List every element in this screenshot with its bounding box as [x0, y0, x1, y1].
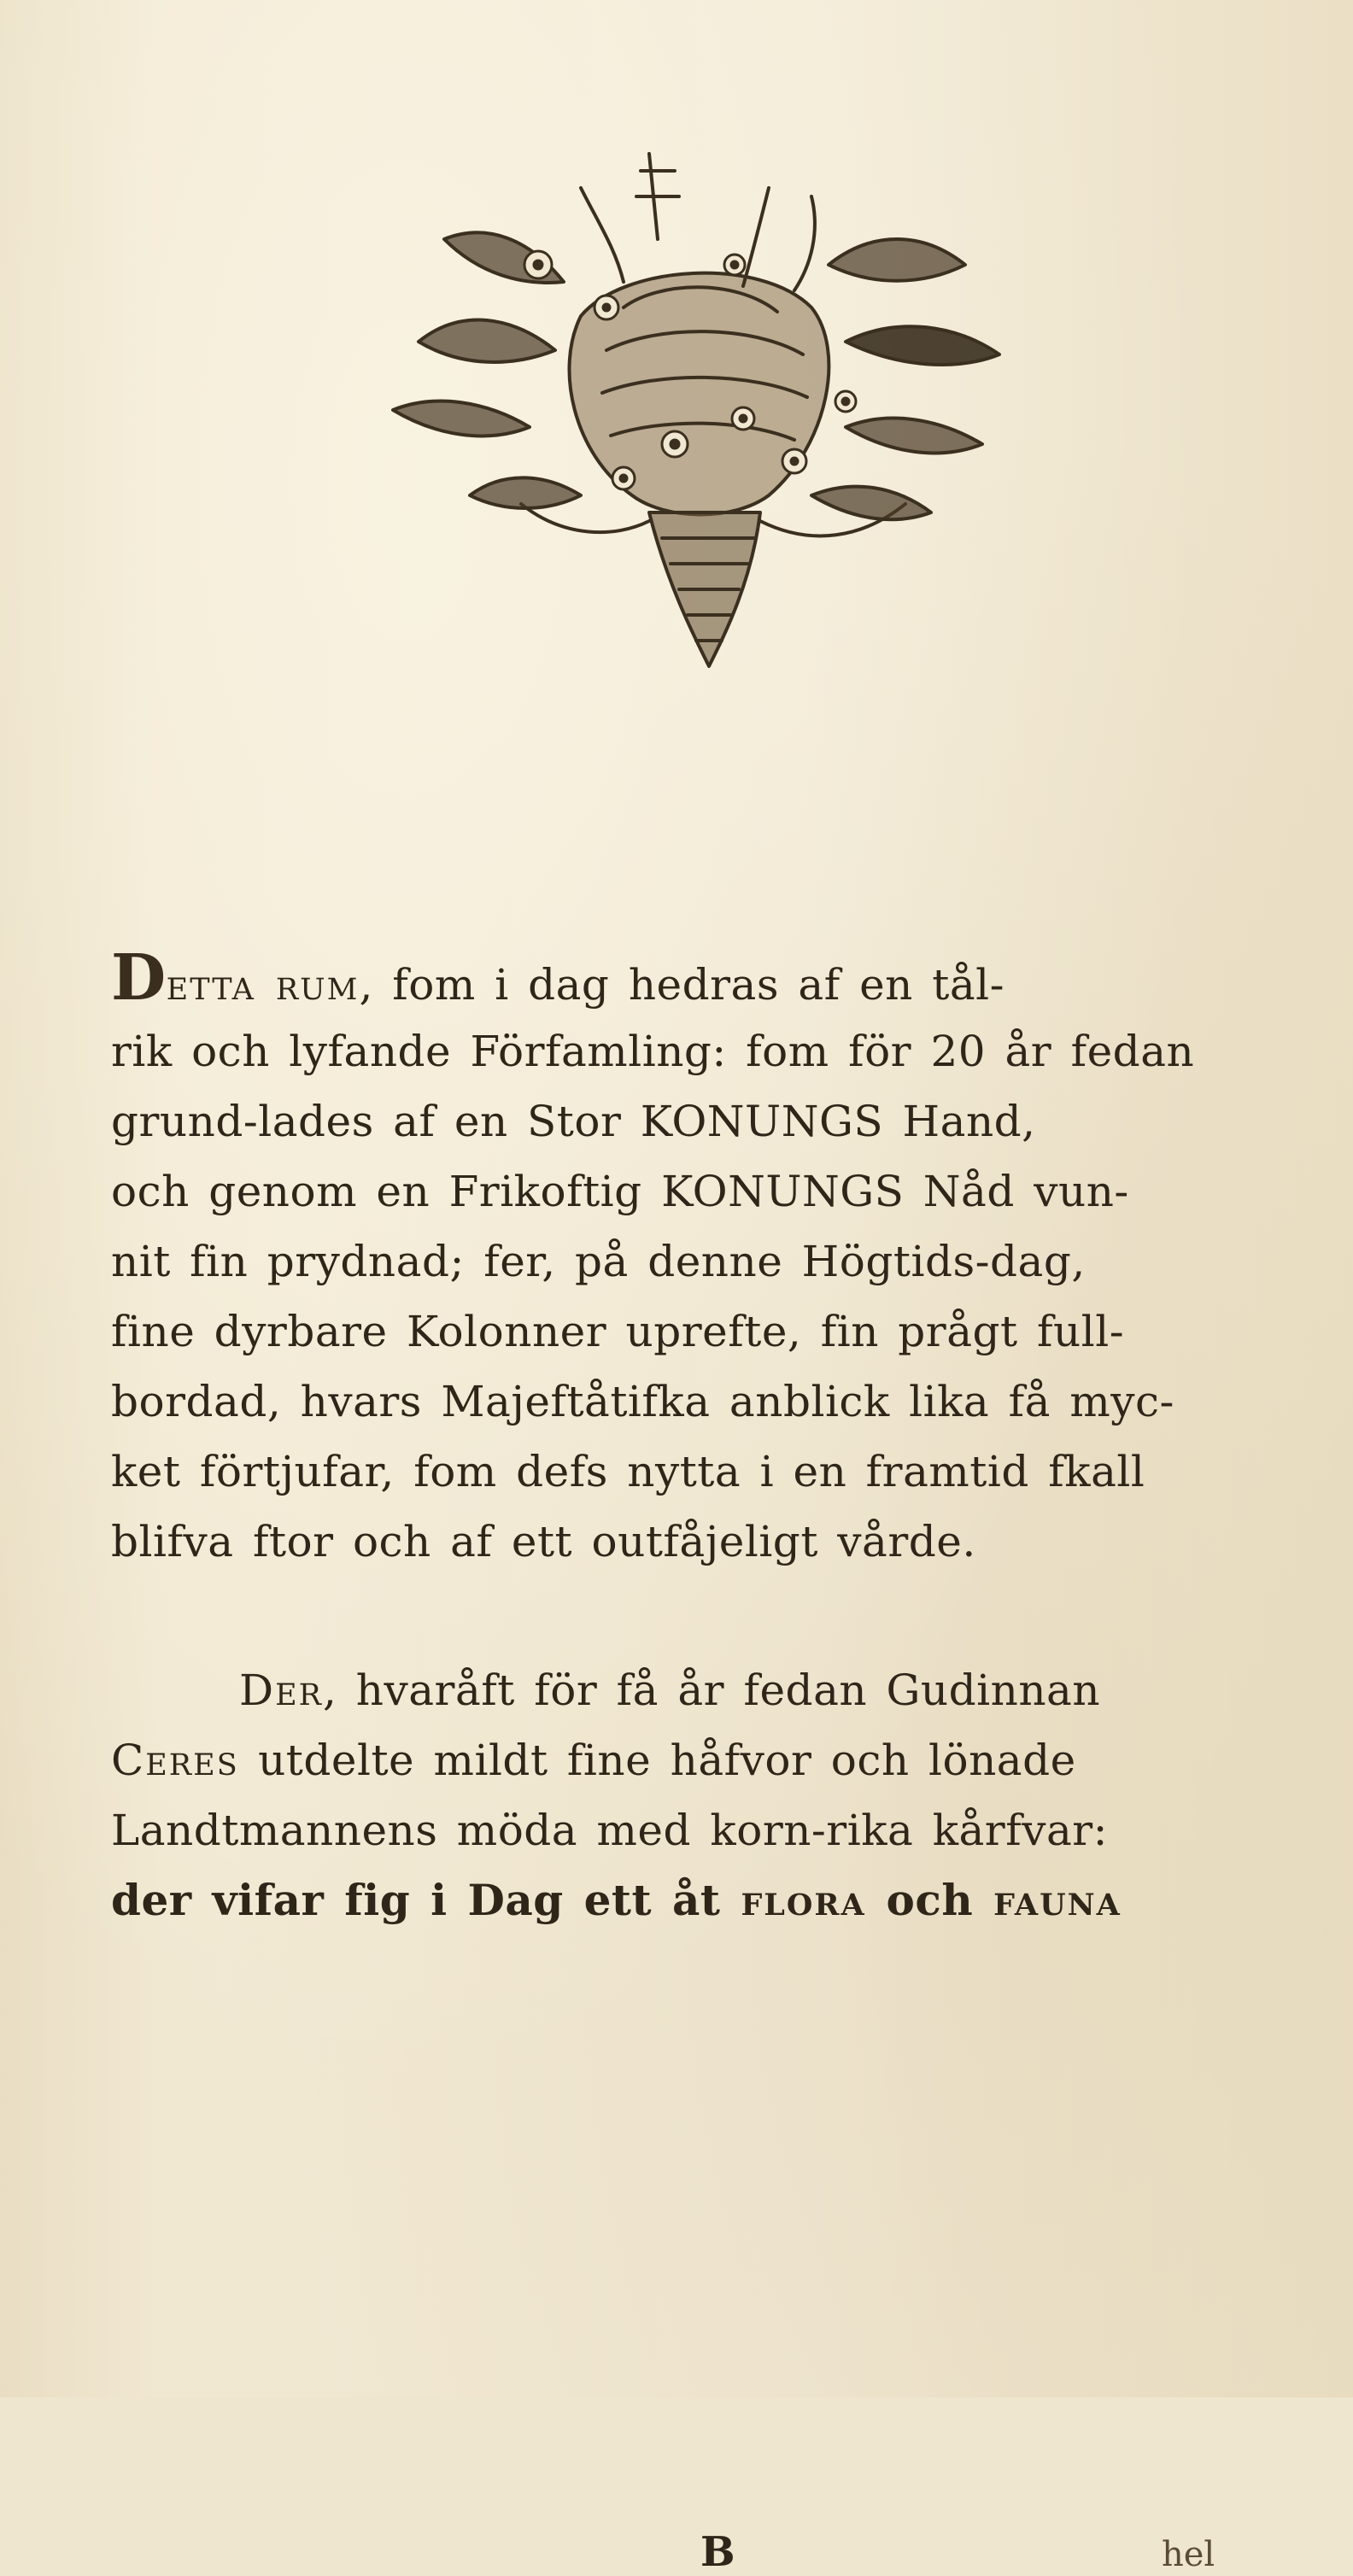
- catchword: hel: [1162, 2535, 1215, 2574]
- line-text: der vifar fig i Dag ett åt: [111, 1875, 741, 1925]
- text-line-1: [111, 941, 1239, 1016]
- fauna-smallcaps: fauna: [993, 1875, 1122, 1925]
- line-text: , hvaråft för få år fedan Gudinnan: [323, 1666, 1101, 1715]
- text-line-13: [111, 1865, 1239, 1935]
- paragraph-gap: [111, 1577, 1239, 1655]
- text-line-4: och genom en Frikoftig KONUNGS Nåd vun-: [111, 1167, 1129, 1216]
- flora-smallcaps: flora: [741, 1875, 866, 1925]
- signature-mark: B: [700, 2528, 735, 2576]
- line-text: och: [865, 1875, 994, 1925]
- text-line-2: rik och lyfande Förfamling: fom för 20 år fedan: [111, 1027, 1195, 1076]
- text-line-6: fine dyrbare Kolonner uprefte, fin prågt full-: [111, 1307, 1125, 1356]
- body-text: [111, 941, 1239, 1935]
- ceres-smallcaps: Ceres: [111, 1736, 239, 1785]
- floral-cornucopia-vignette-icon: [367, 137, 1016, 717]
- text-line-7: bordad, hvars Majeftåtifka anblick lika få myc-: [111, 1377, 1174, 1426]
- text-line-5: nit fin prydnad; fer, på denne Högtids-dag,: [111, 1237, 1086, 1286]
- drop-cap: D: [111, 941, 167, 1015]
- text-line-12: Landtmannens möda med korn-rika kårfvar:: [111, 1806, 1109, 1855]
- paragraph-lead-smallcaps: Der: [239, 1666, 323, 1715]
- text-line-10: [111, 1655, 1239, 1725]
- text-line-9: blifva ftor och af ett outfåjeligt vårde.: [111, 1517, 976, 1566]
- line-text: , fom i dag hedras af en tål-: [359, 960, 1005, 1010]
- text-line-3: grund-lades af en Stor KONUNGS Hand,: [111, 1097, 1036, 1146]
- line-text: utdelte mildt fine håfvor och lönade: [238, 1736, 1076, 1785]
- opening-smallcaps: etta rum: [166, 960, 360, 1010]
- text-line-8: ket förtjufar, fom defs nytta i en framtid fkall: [111, 1447, 1145, 1496]
- text-line-11: [111, 1725, 1239, 1795]
